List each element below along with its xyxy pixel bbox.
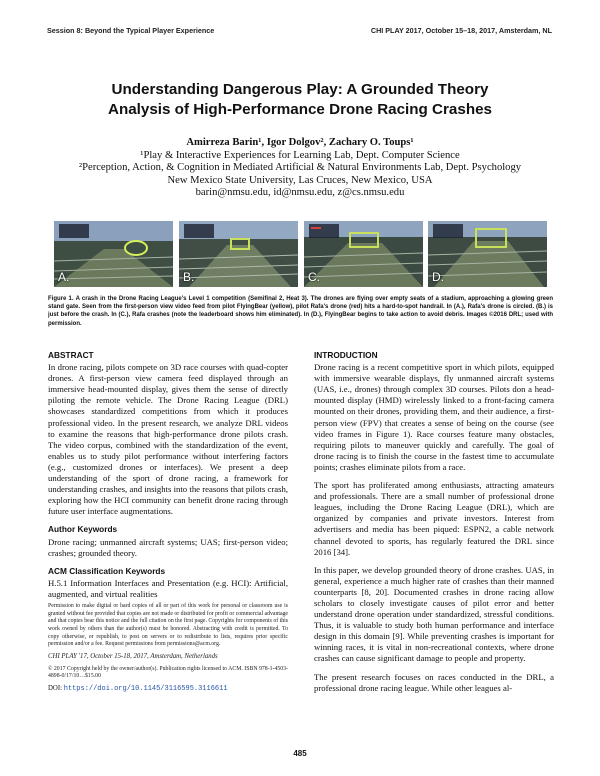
video-frame-d [428,221,547,287]
frame-label-a: A. [58,270,70,284]
right-column [314,350,554,701]
frame-label-d: D. [432,270,444,284]
keywords-heading: Author Keywords [48,524,118,535]
keywords-text: Drone racing; unmanned aircraft systems; UAS; first-person video; crashes; grounded theory. [48,536,288,558]
copyright-text: © 2017 Copyright held by the owner/author(s). Publication rights licensed to ACM. ISBN 978-1-4503-4898-0/17/10…$15.00 [48,665,288,680]
video-frame-b [179,221,298,287]
paper-title [40,80,560,120]
conference-line: CHI PLAY '17, October 15-18, 2017, Amsterdam, Netherlands [48,653,218,661]
intro-paragraph-1: Drone racing is a recent competitive sport in which pilots, equipped with immersive wearable displays, fly unmanned aircraft systems (UAS, i.e., drones) through complex 3D courses. Pilots don a head-mounted display (HMD) wirelessly linked to a front-facing camera mounted on their drones, providing them, and their audience, a first-person view (FPV) that creates a sense of being on the course (see video frames in Figure 1). Race courses feature many obstacles, requiring pilots to maneuver quickly and carefully. The goal of drone racing is to finish the course in the fastest time to accumulate points; crashes eliminate pilots from a race. [314,362,554,472]
affiliation-2: ²Perception, Action, & Cognition in Mediated Artificial & Natural Environments Lab, Dept. Psychology [78,162,522,174]
frame-label-c: C. [308,270,320,284]
affiliation-3: New Mexico State University, Las Cruces, New Mexico, USA [167,174,433,186]
figure-1-frames [54,221,547,287]
running-header-right: CHI PLAY 2017, October 15–18, 2017, Amsterdam, NL [370,26,552,35]
intro-paragraph-2: The sport has proliferated among enthusiasts, attracting amateurs and professionals. There are a small number of professional drone leagues, including the Drone Racing League (DRL), which are organized by companies and private investors. Interest from advertisers and media has been piqued: ESPN2, a cable network channel devoted to sports, has regularly featured the DRL since 2016 [34]. [314,480,554,557]
permission-text: Permission to make digital or hard copies of all or part of this work for personal or classroom use is granted without fee provided that copies are not made or distributed for profit or commercial advantage and that copies bear this notice and the full citation on the first page. Copyrights for components of this work owned by others than the author(s) must be honored. Abstracting with credit is permitted. To copy otherwise, or republish, to post on servers or to redistribute to lists, requires prior specific permission and/or a fee. Request permissions from permissions@acm.org. [48,602,289,648]
author-names: Amirreza Barin¹, Igor Dolgov², Zachary O. Toups¹ [186,137,414,148]
video-frame-c [304,221,423,287]
abstract-text: In drone racing, pilots compete on 3D race courses with quad-copter drones. A first-person view camera feed displayed through an immersive head-mounted display, gives them the sense of directly piloting the remote vehicle. The Drone Racing League (DRL) showcases standardized competitions from which it produces professional video. In the present research, we analyze DRL videos to examine the reasons that high-performance drone pilots crash. The video corpus, combined with the standardization of the event, enables us to study pilot performance without interfering factors (e.g., customized drones or interfaces). We present a deep understanding of the sport of drone racing, a framework for understanding crashes, and insights into the reasons that pilots crash, exploring how the HCI community can benefit drone racing through future user interface augmentations. [48,362,288,517]
acm-heading: ACM Classification Keywords [48,565,166,576]
doi-label: DOI: [48,685,62,693]
running-header-left: Session 8: Beyond the Typical Player Experience [47,26,215,35]
figure-caption: Figure 1. A crash in the Drone Racing League's Level 1 competition (Semifinal 2, Heat 3). The drones are flying over empty seats of a stadium, approaching a glowing green stand gate. Seen from the first-person view video feed from pilot FlyingBear (yellow), pilot Rafa's drone (red) hits a hard-to-spot handrail. In (A.), Rafa's drone is circled. (B.) is just before the crash. In (C.), Rafa crashes (note the leaderboard shows him eliminated). In (D.), FlyingBear begins to take action to avoid debris. Images ©2016 DRL; used with permission. [48,296,553,327]
title-line-1: Understanding Dangerous Play: A Grounded Theory [111,81,489,98]
acm-text: H.5.1 Information Interfaces and Presentation (e.g. HCI): Artificial, augmented, and virtual realities [48,577,288,599]
introduction-heading: INTRODUCTION [314,350,378,360]
abstract-heading: ABSTRACT [48,350,94,360]
frame-label-b: B. [183,270,195,284]
doi-line [48,683,288,695]
author-block [40,137,560,200]
intro-paragraph-3: In this paper, we develop grounded theory of drone crashes. UAS, in general, experience a much higher rate of crashes than their manned counterparts [8, 20]. Documented crashes in drone racing allow scholars to closely investigate causes of pilot error and better understand drone operation under standardized, stressful conditions. Thus, it is valuable to study both human performance and interface design in this domain [9]. While preventing crashes is important for winning races, it is vital in non-recreational contexts, where drone crashes can cause significant damage to people and property. [314,564,554,664]
title-line-2: Analysis of High-Performance Drone Racing Crashes [107,101,492,118]
author-emails: barin@nmsu.edu, id@nmsu.edu, z@cs.nmsu.edu [195,187,405,199]
doi-link[interactable]: https://doi.org/10.1145/3116595.3116611 [63,685,228,694]
permission-block [48,603,288,661]
affiliation-1: ¹Play & Interactive Experiences for Learning Lab, Dept. Computer Science [140,149,460,161]
video-frame-a [54,221,173,287]
intro-paragraph-4: The present research focuses on races conducted in the DRL, a professional drone racing league. While other leagues al- [314,671,554,693]
left-column [48,350,288,695]
page-number: 485 [293,749,307,758]
